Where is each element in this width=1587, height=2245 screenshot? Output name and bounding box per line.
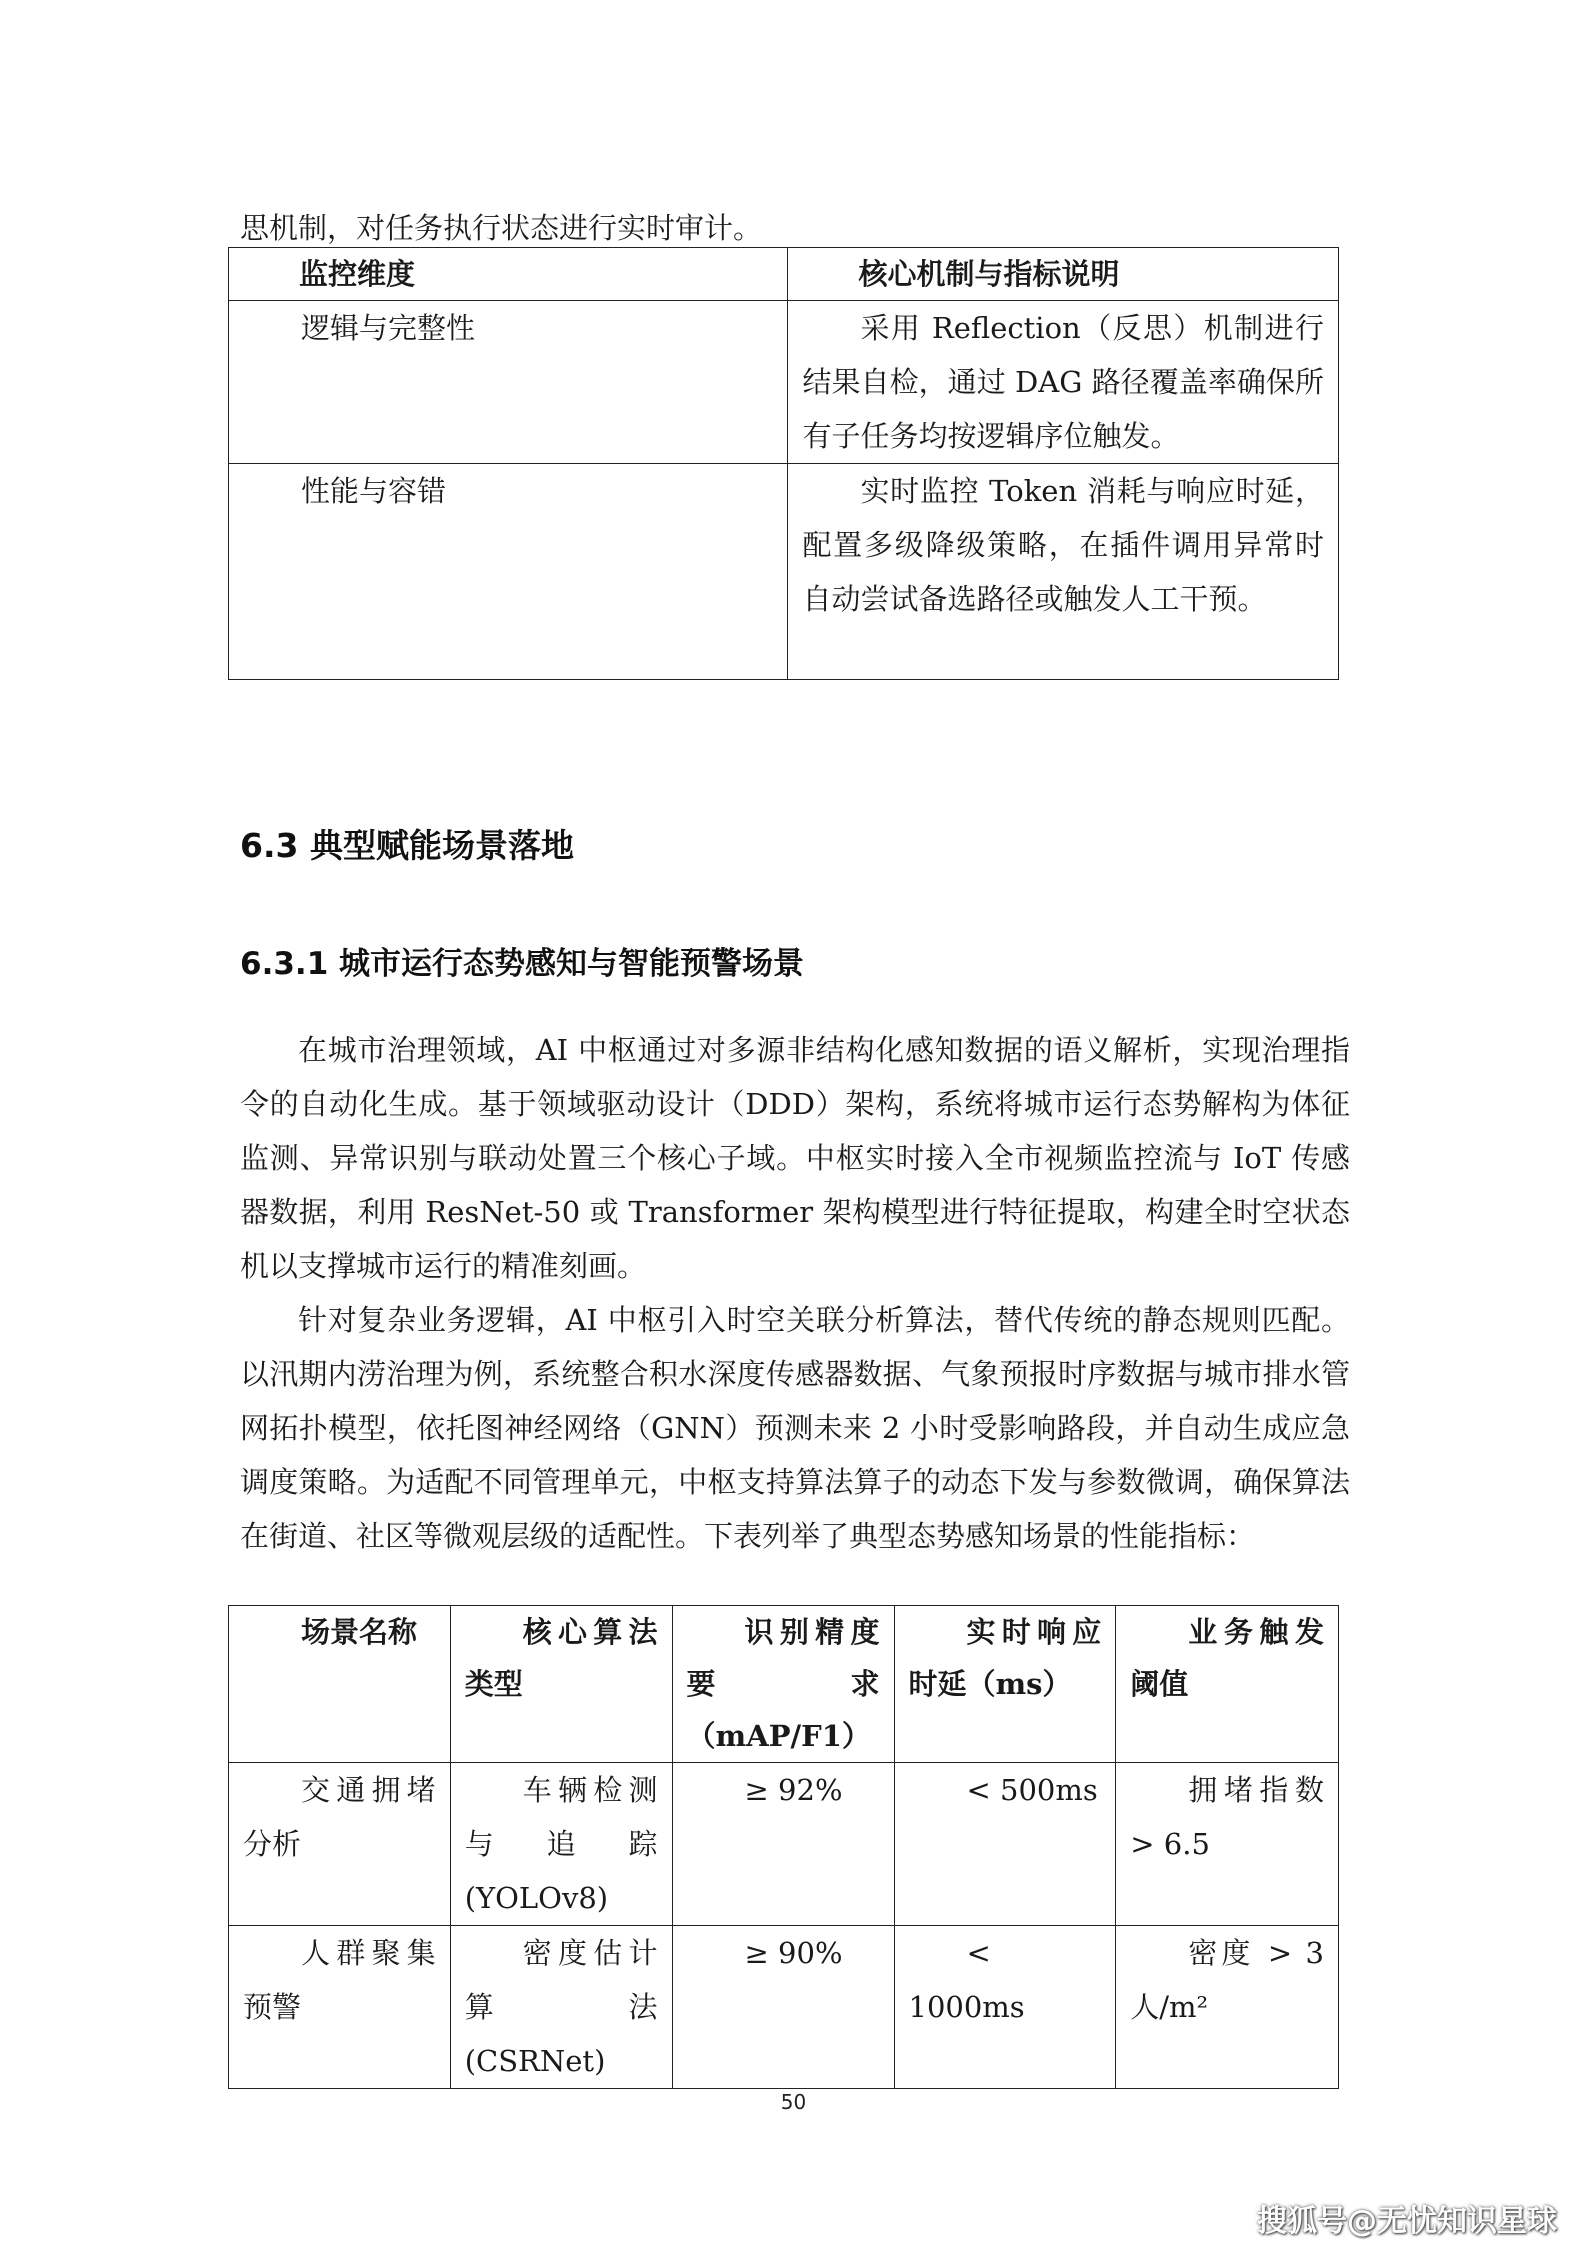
threshold-cell: 拥堵指数 > 6.5 (1116, 1763, 1339, 1926)
dimension-cell: 逻辑与完整性 (229, 301, 788, 464)
watermark: 搜狐号@无忧知识星球 (1257, 2204, 1557, 2239)
algorithm-cell: 密度估计算法(CSRNet) (450, 1926, 672, 2089)
header-cell: 核心算法类型 (450, 1606, 672, 1763)
intro-line: 思机制，对任务执行状态进行实时审计。 (240, 211, 763, 245)
monitoring-table (228, 247, 1339, 680)
table-header-row (229, 248, 1339, 301)
scenario-name-cell: 人群聚集预警 (229, 1926, 451, 2089)
accuracy-cell: ≥ 90% (672, 1926, 894, 2089)
algorithm-cell: 车辆检测与追踪(YOLOv8) (450, 1763, 672, 1926)
table-header-row (229, 1606, 1339, 1763)
paragraph: 针对复杂业务逻辑，AI 中枢引入时空关联分析算法，替代传统的静态规则匹配。以汛期内涝治理为例，系统整合积水深度传感器数据、气象预报时序数据与城市排水管网拓扑模型，依托图神经网络（GNN）预测未来 2 小时受影响路段，并自动生成应急调度策略。为适配不同管理单元，中枢支持算法算子的动态下发与参数微调，确保算法在街道、社区等微观层级的适配性。下表列举了典型态势感知场景的性能指标： (240, 1303, 1350, 1553)
description-cell: 采用 Reflection（反思）机制进行结果自检，通过 DAG 路径覆盖率确保所有子任务均按逻辑序位触发。 (788, 301, 1339, 464)
header-cell: 业务触发阈值 (1116, 1606, 1339, 1763)
scenario-name-cell: 交通拥堵分析 (229, 1763, 451, 1926)
subsection-heading: 6.3.1 城市运行态势感知与智能预警场景 (240, 946, 805, 982)
section-heading: 6.3 典型赋能场景落地 (240, 826, 574, 865)
latency-cell: < 1000ms (894, 1926, 1116, 2089)
paragraph: 在城市治理领域，AI 中枢通过对多源非结构化感知数据的语义解析，实现治理指令的自动化生成。基于领域驱动设计（DDD）架构，系统将城市运行态势解构为体征监测、异常识别与联动处置三个核心子域。中枢实时接入全市视频监控流与 IoT 传感器数据，利用 ResNet-50 或 Transformer 架构模型进行特征提取，构建全时空状态机以支撑城市运行的精准刻画。 (240, 1033, 1350, 1283)
page-number: 50 (780, 2090, 807, 2114)
description-cell: 实时监控 Token 消耗与响应时延，配置多级降级策略，在插件调用异常时自动尝试备选路径或触发人工干预。 (788, 464, 1339, 680)
header-cell: 识别精度要求（mAP/F1） (672, 1606, 894, 1763)
table-row (229, 464, 1339, 680)
scenario-performance-table (228, 1605, 1339, 2089)
table-row (229, 1763, 1339, 1926)
accuracy-cell: ≥ 92% (672, 1763, 894, 1926)
dimension-cell: 性能与容错 (229, 464, 788, 680)
table-row (229, 301, 1339, 464)
header-cell: 场景名称 (229, 1606, 451, 1763)
header-cell: 核心机制与指标说明 (788, 248, 1339, 301)
latency-cell: < 500ms (894, 1763, 1116, 1926)
header-cell: 实时响应时延（ms） (894, 1606, 1116, 1763)
table-row (229, 1926, 1339, 2089)
header-cell: 监控维度 (229, 248, 788, 301)
threshold-cell: 密度 > 3 人/m² (1116, 1926, 1339, 2089)
